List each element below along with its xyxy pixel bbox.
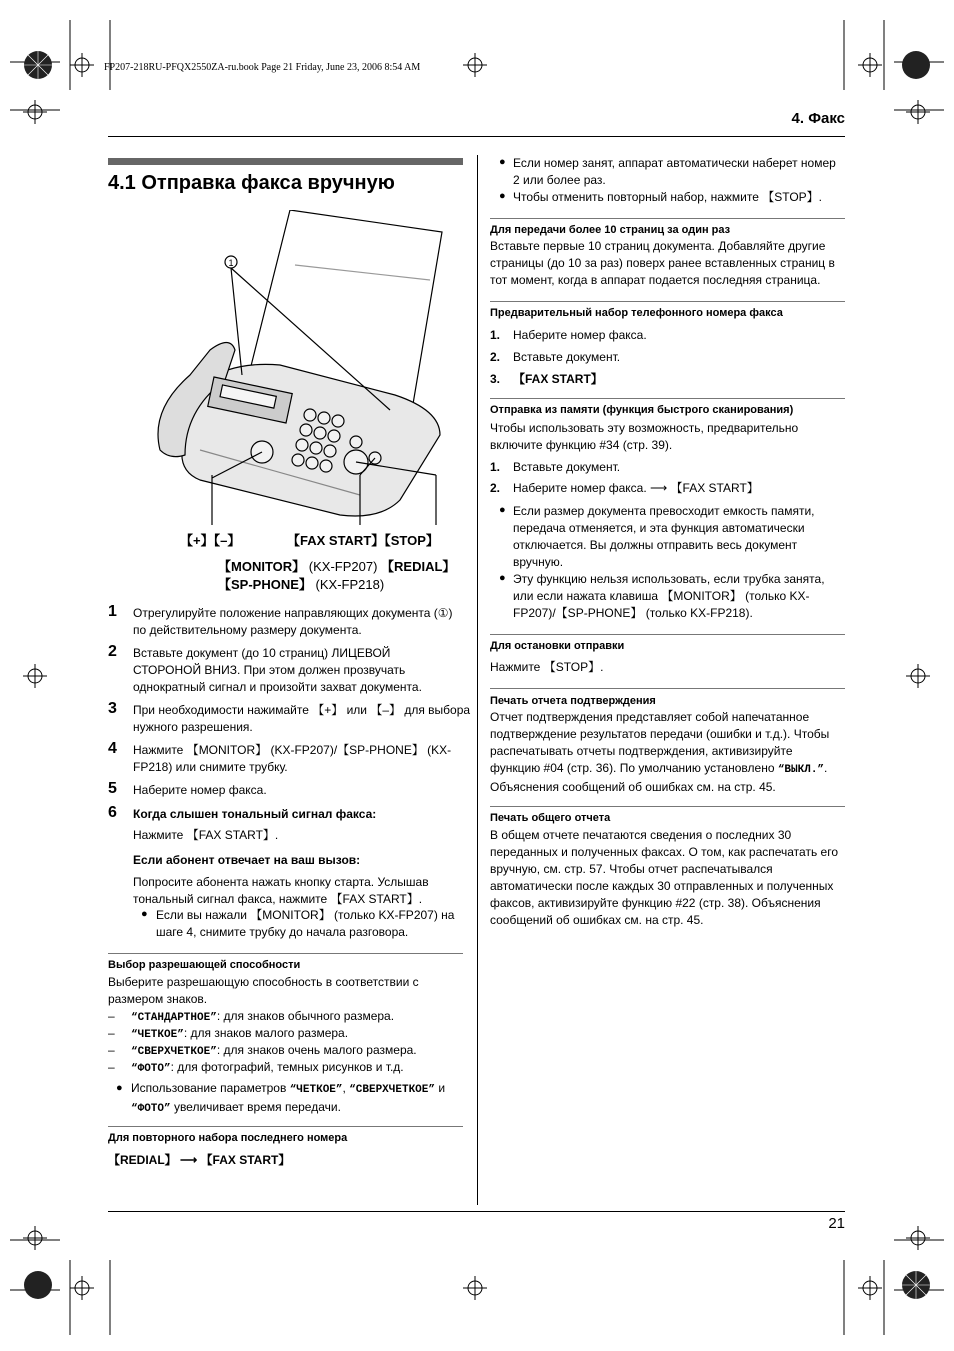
memory-bullet: Эту функцию нельзя использовать, если трубка занята, или если нажата клавиша 【MONITOR】 (только KX- FP207)/【SP-PHONE】 (только KX-FP218). [513,572,825,620]
step-heading: Когда слышен тональный сигнал факса: [133,807,377,821]
section-separator [490,218,845,219]
step-text: Вставьте документ (до 10 страниц) ЛИЦЕВОЙ СТОРОНОЙ ВНИЗ. При этом должен прозвучать однократный сигнал и произойти захват документа. [133,646,422,694]
step-number: 3 [108,700,117,717]
memory-step-num: 2. [490,481,501,495]
memory-step-num: 1. [490,460,501,474]
callout-number: 1 [228,258,234,268]
resolution-item: – [108,1060,115,1074]
section-separator [490,301,845,302]
step-number: 4 [108,740,117,757]
file-header: FP207-218RU-PFQX2550ZA-ru.book Page 21 Friday, June 23, 2006 8:54 AM [104,62,421,73]
label-plus-minus: 【+】【–】 [180,533,241,548]
step-text: Наберите номер факса. [133,783,267,797]
stop-text: Нажмите 【STOP】. [490,660,604,674]
predial-step-text: 【FAX START】 [513,372,603,386]
label-monitor: 【MONITOR】 (KX-FP207) 【REDIAL】 [218,559,456,574]
memory-bullet: Если размер документа превосходит емкость памяти, передача отменяется, и эта функция автоматически отключается. Вы должны отправить весь документ вручную. [513,504,815,569]
bullet-text: Чтобы отменить повторный набор, нажмите 【STOP】. [513,190,823,204]
section-separator [490,398,845,399]
step-subtext: Попросите абонента нажать кнопку старта. Услышав тональный сигнал факса, нажмите 【FAX START】. [133,875,429,906]
bullet-icon: ● [499,504,506,516]
section-separator [490,634,845,635]
step-text: При необходимости нажимайте 【+】 или 【–】 для выбора нужного разрешения. [133,703,471,734]
resolution-heading: Выбор разрешающей способности [108,959,301,971]
predial-step-num: 1. [490,328,501,342]
footer-rule [108,1211,845,1212]
step-subheading: Если абонент отвечает на ваш вызов: [133,853,361,867]
more10-heading: Для передачи более 10 страниц за один раз [490,224,731,236]
bullet-text: Если вы нажали 【MONITOR】 (только KX-FP207) на шаге 4, снимите трубку до начала разговора. [156,908,455,939]
header-rule [108,136,845,137]
predial-step-text: Вставьте документ. [513,350,621,364]
resolution-item: “СТАНДАРТНОЕ”: для знаков обычного размера. [131,1009,395,1024]
memory-step-text: Наберите номер факса. ⟶ 【FAX START】 [513,481,759,495]
predial-step-num: 2. [490,350,501,364]
redial-heading: Для повторного набора последнего номера [108,1132,348,1144]
fax-machine-illustration [150,210,450,525]
memory-step-text: Вставьте документ. [513,460,621,474]
memory-intro: Чтобы использовать эту возможность, предварительно включите функцию #34 (стр. 39). [490,421,799,452]
general-text: В общем отчете печатаются сведения о последних 30 переданных и полученных факсах. О том, как распечатать его вручную, см. стр. 57. Чтобы отчет распечатывался автоматически после каждых 30 отправленных и полученных факсов, активизируйте функцию #22 (стр. 38). Объяснения сообщений об ошибках см. на стр. 45. [490,828,838,927]
resolution-note: Использование параметров “ЧЕТКОЕ”, “СВЕРХЧЕТКОЕ” и “ФОТО” увеличивает время передачи. [131,1081,446,1115]
bullet-icon: ● [116,1082,123,1094]
label-fax-start-stop: 【FAX START】【STOP】 [287,533,439,548]
step-number: 6 [108,804,117,821]
general-heading: Печать общего отчета [490,812,611,824]
section-separator [490,806,845,807]
bullet-icon: ● [141,908,148,920]
step-text: Отрегулируйте положение направляющих документа (①) по действительному размеру документа. [133,606,453,637]
redial-text: 【REDIAL】 ⟶ 【FAX START】 [108,1153,291,1167]
resolution-item: – [108,1009,115,1023]
predial-step-text: Наберите номер факса. [513,328,647,342]
section-separator [490,688,845,689]
label-sp-phone: 【SP-PHONE】 (KX-FP218) [218,577,385,592]
page-number: 21 [828,1215,845,1232]
chapter-title: 4. Факс [791,110,845,127]
confirm-text: Отчет подтверждения представляет собой напечатанное подтверждение результатов передачи (ошибки и т.д.). Чтобы распечатывать отчеты подтверждения, активизируйте функцию #04 (стр. 36). По умолчанию установлено “ВЫКЛ.”. Объяснения сообщений об ошибках см. на стр. 45. [490,710,830,794]
step-number: 5 [108,780,117,797]
stop-heading: Для остановки отправки [490,640,625,652]
step-text: Нажмите 【MONITOR】 (KX-FP207)/【SP-PHONE】 (KX- FP218) или снимите трубку. [133,743,452,774]
page-title: 4.1 Отправка факса вручную [108,172,395,194]
step-number: 1 [108,603,117,620]
bullet-icon: ● [499,156,506,168]
resolution-item: “ФОТО”: для фотографий, темных рисунков и т.д. [131,1060,404,1075]
predial-step-num: 3. [490,372,501,386]
title-bar [108,158,463,165]
resolution-item: “СВЕРХЧЕТКОЕ”: для знаков очень малого размера. [131,1043,417,1058]
predial-heading: Предварительный набор телефонного номера факса [490,307,783,319]
confirm-heading: Печать отчета подтверждения [490,695,656,707]
step-text: Нажмите 【FAX START】. [133,828,279,842]
section-separator [108,1126,463,1127]
bullet-icon: ● [499,572,506,584]
more10-text: Вставьте первые 10 страниц документа. Добавляйте другие страницы (до 10 за раз) поверх ранее вставленных страниц в тот момент, когда в аппарат подается последняя страница. [490,239,835,287]
resolution-intro: Выберите разрешающую способность в соответствии с размером знаков. [108,975,419,1006]
resolution-item: – [108,1026,115,1040]
resolution-item: – [108,1043,115,1057]
bullet-icon: ● [499,190,506,202]
section-separator [108,953,463,954]
bullet-text: Если номер занят, аппарат автоматически наберет номер 2 или более раз. [513,156,836,187]
resolution-item: “ЧЕТКОЕ”: для знаков малого размера. [131,1026,349,1041]
column-divider [477,155,478,1205]
step-number: 2 [108,643,117,660]
memory-heading: Отправка из памяти (функция быстрого сканирования) [490,404,794,416]
